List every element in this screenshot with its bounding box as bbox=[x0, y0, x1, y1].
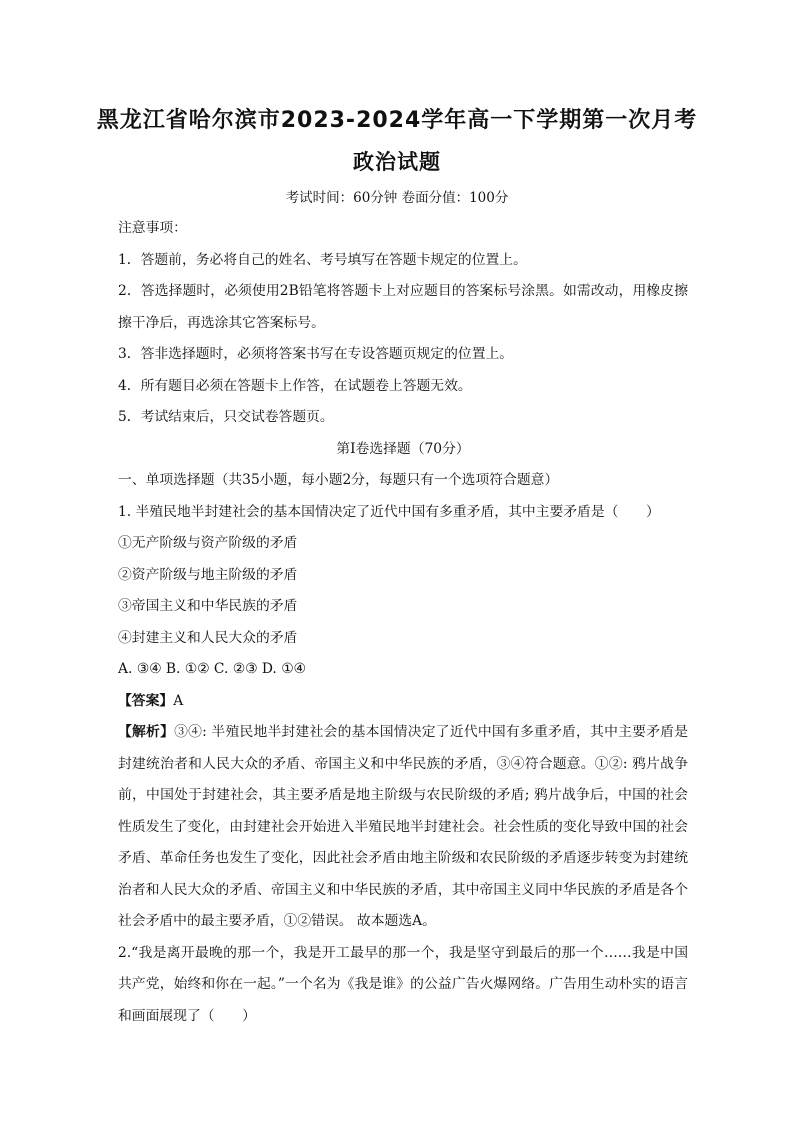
note-item: 4．所有题目必须在答题卡上作答，在试题卷上答题无效。 bbox=[118, 377, 472, 394]
question-1-stem: 1. 半殖民地半封建社会的基本国情决定了近代中国有多重矛盾，其中主要矛盾是（ ） bbox=[118, 503, 660, 520]
exam-meta: 考试时间：60分钟 卷面分值：100分 bbox=[285, 190, 509, 206]
analysis-text: ③④: 半殖民地半封建社会的基本国情决定了近代中国有多重矛盾，其中主要矛盾是封建统治者和人民大众的矛盾、帝国主义和中华民族的矛盾，③④符合题意。①②: 鸦片战争前，中国处于封建社会，其主要矛盾是地主阶级与农民阶级的矛盾; 鸦片战争后，中国的社会性质发生了变化，由封建社会开始进入半殖民地半封建社会。社会性质的变化导致中国的社会矛盾、革命任务也发生了变化，因此社会矛盾由地主阶级和农民阶级的矛盾逐步转变为封建统治者和人民大众的矛盾、帝国主义和中华民族的矛盾，其中帝国主义同中华民族的矛盾是各个社会矛盾中的最主要矛盾，①②错误。 故本题选A。 bbox=[118, 724, 688, 929]
section-heading: 第Ⅰ卷选择题（70分） bbox=[336, 440, 470, 457]
question-1-choice: ②资产阶级与地主阶级的矛盾 bbox=[118, 566, 298, 583]
question-1-choice: ③帝国主义和中华民族的矛盾 bbox=[118, 598, 298, 614]
answer-value: A bbox=[173, 692, 184, 709]
answer-label: 【答案】 bbox=[118, 692, 174, 709]
note-item: 1．答题前，务必将自己的姓名、考号填写在答题卡规定的位置上。 bbox=[118, 251, 527, 268]
note-item: 3．答非选择题时，必须将答案书写在专设答题页规定的位置上。 bbox=[118, 346, 514, 362]
document-body bbox=[118, 213, 688, 1032]
analysis-label: 【解析】 bbox=[118, 724, 175, 740]
document-subtitle: 政治试题 bbox=[353, 150, 441, 174]
document-title: 黑龙江省哈尔滨市2023-2024学年高一下学期第一次月考 bbox=[96, 108, 698, 133]
question-1-options: A. ③④ B. ①② C. ②③ D. ①④ bbox=[118, 661, 306, 677]
question-1-answer bbox=[118, 686, 688, 718]
question-1-choice: ④封建主义和人民大众的矛盾 bbox=[118, 629, 298, 646]
section-instruction: 一、单项选择题（共35小题，每小题2分，每题只有一个选项符合题意） bbox=[118, 472, 559, 488]
notes-heading: 注意事项： bbox=[118, 220, 187, 236]
question-2-stem: 2.“我是离开最晚的那一个，我是开工最早的那一个，我是坚守到最后的那一个……我是中国共产党，始终和你在一起。”一个名为《我是谁》的公益广告火爆网络。广告用生动朴实的语言和画面展现了（ ） bbox=[118, 944, 688, 1024]
note-item: 5．考试结束后，只交试卷答题页。 bbox=[118, 409, 334, 425]
note-item: 2．答选择题时，必须使用2B铅笔将答题卡上对应题目的答案标号涂黑。如需改动，用橡皮擦擦干净后，再选涂其它答案标号。 bbox=[118, 283, 688, 331]
question-1-choice: ①无产阶级与资产阶级的矛盾 bbox=[118, 535, 298, 551]
question-1-analysis bbox=[118, 717, 688, 938]
